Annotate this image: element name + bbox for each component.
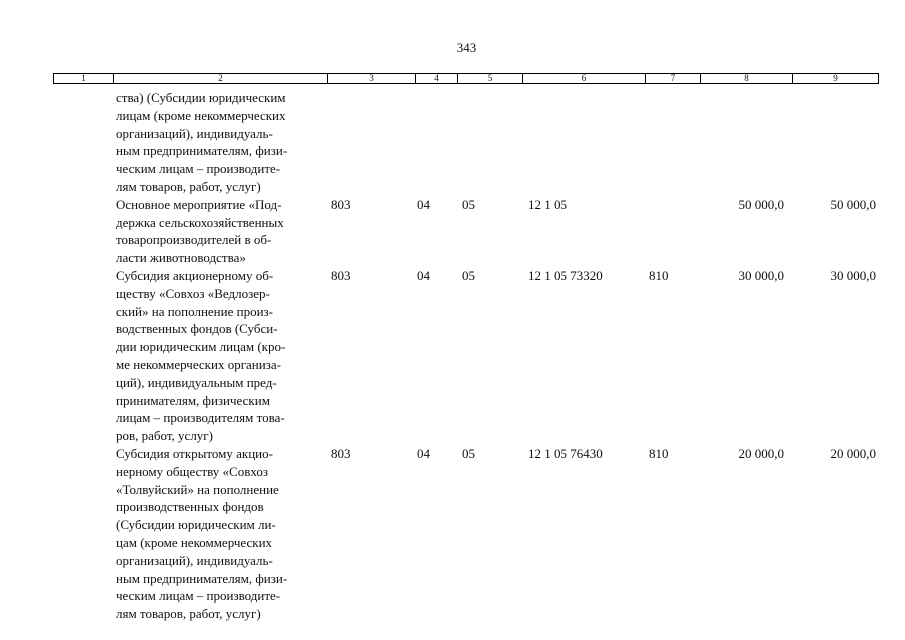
row-section: 04 bbox=[417, 267, 430, 283]
row-section: 04 bbox=[417, 196, 430, 212]
row-description: Основное мероприятие «Под- держка сельскохозяйственных товаропроизводителей в об- ласти животноводства» bbox=[116, 196, 284, 266]
table-header bbox=[53, 73, 879, 84]
row-expense-type: 810 bbox=[649, 445, 669, 461]
row-description: Субсидия открытому акцио- нерному обществу «Совхоз «Толвуйский» на пополнение производственных фондов (Субсидии юридическим ли- цам (кроме некоммерческих организаций), индивидуаль- ным предпринимателям, физи- ческим лицам – производите- лям товаров, работ, услуг) bbox=[116, 445, 288, 622]
row-subsection: 05 bbox=[462, 196, 475, 212]
row-ministry-code: 803 bbox=[331, 267, 351, 283]
column-header-3: 3 bbox=[327, 74, 415, 83]
row-ministry-code: 803 bbox=[331, 445, 351, 461]
row-ministry-code: 803 bbox=[331, 196, 351, 212]
table-row bbox=[0, 196, 905, 267]
column-header-4: 4 bbox=[415, 74, 457, 83]
table-row bbox=[0, 89, 905, 196]
row-description: Субсидия акционерному об- ществу «Совхоз «Ведлозер- ский» на пополнение произ- водственных фондов (Субси- дии юридическим лицам (кро- ме некоммерческих организа- ций), индивидуальным пред- принимателям, физическим лицам – производителям това- ров, работ, услуг) bbox=[116, 267, 286, 444]
row-subsection: 05 bbox=[462, 267, 475, 283]
row-subsection: 05 bbox=[462, 445, 475, 461]
row-description: ства) (Субсидии юридическим лицам (кроме некоммерческих организаций), индивидуаль- ным предпринимателям, физи- ческим лицам – производите- лям товаров, работ, услуг) bbox=[116, 90, 288, 194]
column-header-5: 5 bbox=[457, 74, 522, 83]
column-header-9: 9 bbox=[792, 74, 878, 83]
row-target-article: 12 1 05 73320 bbox=[528, 267, 603, 283]
column-header-7: 7 bbox=[645, 74, 700, 83]
row-sum-2: 50 000,0 bbox=[830, 196, 876, 212]
table-row bbox=[0, 445, 905, 623]
row-section: 04 bbox=[417, 445, 430, 461]
column-header-6: 6 bbox=[522, 74, 645, 83]
column-header-8: 8 bbox=[700, 74, 792, 83]
row-sum-1: 20 000,0 bbox=[738, 445, 784, 461]
table-body bbox=[0, 89, 905, 623]
row-target-article: 12 1 05 bbox=[528, 196, 567, 212]
row-expense-type: 810 bbox=[649, 267, 669, 283]
row-sum-2: 30 000,0 bbox=[830, 267, 876, 283]
row-sum-1: 30 000,0 bbox=[738, 267, 784, 283]
page-number: 343 bbox=[456, 40, 477, 55]
column-header-1: 1 bbox=[81, 73, 86, 83]
row-sum-1: 50 000,0 bbox=[738, 196, 784, 212]
column-header-2: 2 bbox=[113, 74, 327, 83]
table-row bbox=[0, 267, 905, 445]
row-sum-2: 20 000,0 bbox=[830, 445, 876, 461]
row-target-article: 12 1 05 76430 bbox=[528, 445, 603, 461]
